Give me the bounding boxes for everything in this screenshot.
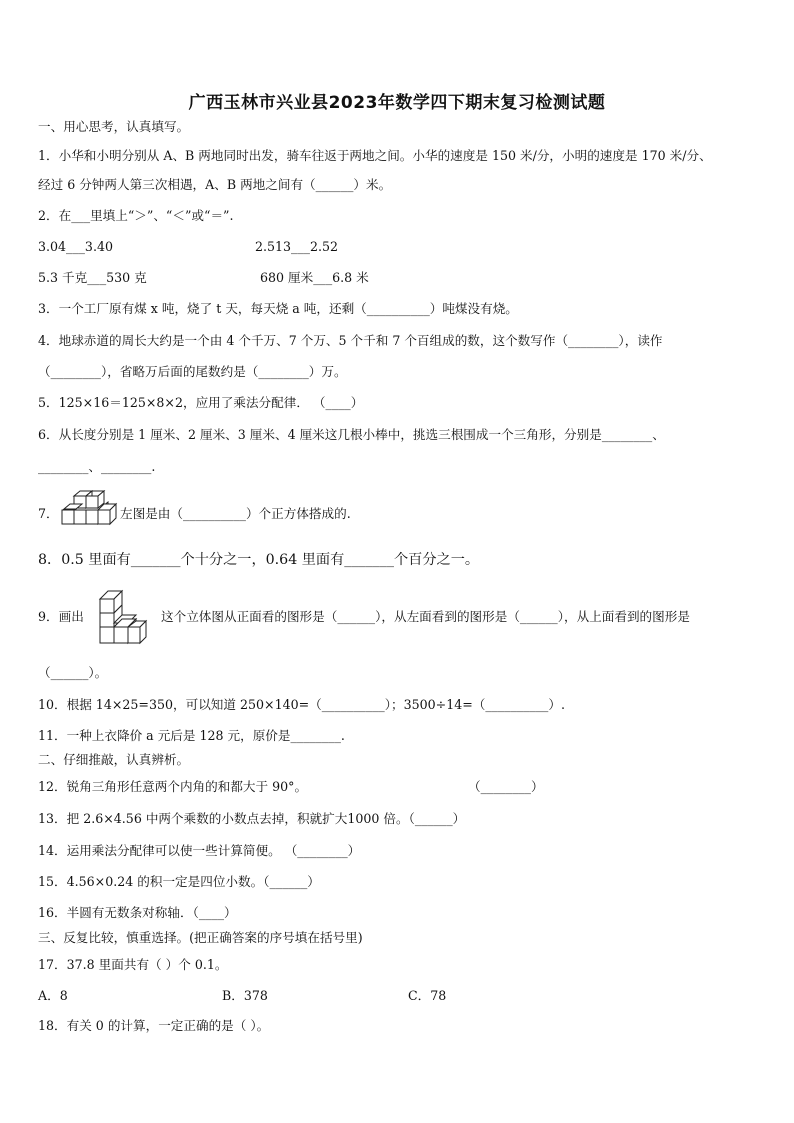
question-2-item-a: 3.04___3.40: [38, 239, 113, 254]
page-title: 广西玉林市兴业县2023年数学四下期末复习检测试题: [188, 93, 606, 113]
question-16: 16．半圆有无数条对称轴．（____）: [38, 905, 237, 920]
question-2-item-c: 5.3 千克___530 克: [38, 270, 147, 285]
question-17-option-b: B．378: [222, 988, 268, 1003]
question-9-number: 9．画出: [38, 609, 84, 624]
question-4-line-2: （________），省略万后面的尾数约是（________）万。: [38, 364, 347, 379]
question-17-option-a: A．8: [38, 988, 68, 1003]
question-12-answer-blank: （________）: [468, 779, 544, 794]
cube-stack-7-icon: [58, 490, 120, 530]
question-7-number: 7．: [38, 506, 59, 521]
question-2-item-d: 680 厘米___6.8 米: [260, 270, 369, 285]
section-3-heading: 三、反复比较，慎重选择。(把正确答案的序号填在括号里): [38, 930, 363, 945]
question-4-line-1: 4．地球赤道的周长大约是一个由 4 个千万、7 个万、5 个千和 7 个百组成的数，这个数写作（________），读作: [38, 333, 663, 348]
question-15: 15．4.56×0.24 的积一定是四位小数。（______）: [38, 874, 320, 889]
question-1-line-2: 经过 6 分钟两人第三次相遇，A、B 两地之间有（______）米。: [38, 177, 392, 192]
question-13: 13．把 2.6×4.56 中两个乘数的小数点去掉，积就扩大1000 倍。（______）: [38, 811, 466, 826]
section-1-heading: 一、用心思考，认真填写。: [38, 119, 190, 134]
question-9-line-2: （______）。: [38, 665, 108, 680]
question-2: 2．在___里填上“＞”、“＜”或“＝”.: [38, 208, 234, 223]
question-8: 8．0.5 里面有_______个十分之一，0.64 里面有_______个百分之一。: [38, 552, 480, 568]
question-11: 11．一种上衣降价 a 元后是 128 元，原价是________.: [38, 728, 345, 743]
question-10: 10．根据 14×25=350，可以知道 250×140=（__________）；3500÷14=（__________）.: [38, 697, 565, 712]
section-2-heading: 二、仔细推敲，认真辨析。: [38, 752, 190, 767]
question-14: 14．运用乘法分配律可以使一些计算简便。 （________）: [38, 843, 361, 858]
question-6-line-2: ________、________.: [38, 459, 156, 474]
question-1-line-1: 1．小华和小明分别从 A、B 两地同时出发，骑车往返于两地之间。小华的速度是 150 米/分，小明的速度是 170 米/分、: [38, 148, 712, 163]
cube-stack-9-icon: [96, 585, 148, 647]
question-17-option-c: C．78: [408, 988, 447, 1003]
question-9-text: 这个立体图从正面看的图形是（______），从左面看到的图形是（______），从上面看到的图形是: [161, 609, 690, 624]
question-7-text: 左图是由（__________）个正方体搭成的.: [120, 506, 351, 521]
question-12: 12．锐角三角形任意两个内角的和都大于 90°。: [38, 779, 308, 794]
question-3: 3．一个工厂原有煤 x 吨，烧了 t 天，每天烧 a 吨，还剩（__________）吨煤没有烧。: [38, 301, 518, 316]
question-17: 17．37.8 里面共有（ ）个 0.1。: [38, 957, 228, 972]
question-18: 18．有关 0 的计算，一定正确的是（ ）。: [38, 1018, 270, 1033]
question-2-item-b: 2.513___2.52: [255, 239, 338, 254]
question-6-line-1: 6．从长度分别是 1 厘米、2 厘米、3 厘米、4 厘米这几根小棒中，挑选三根围成一个三角形，分别是________、: [38, 427, 665, 442]
question-5: 5．125×16＝125×8×2，应用了乘法分配律． （____）: [38, 395, 364, 410]
